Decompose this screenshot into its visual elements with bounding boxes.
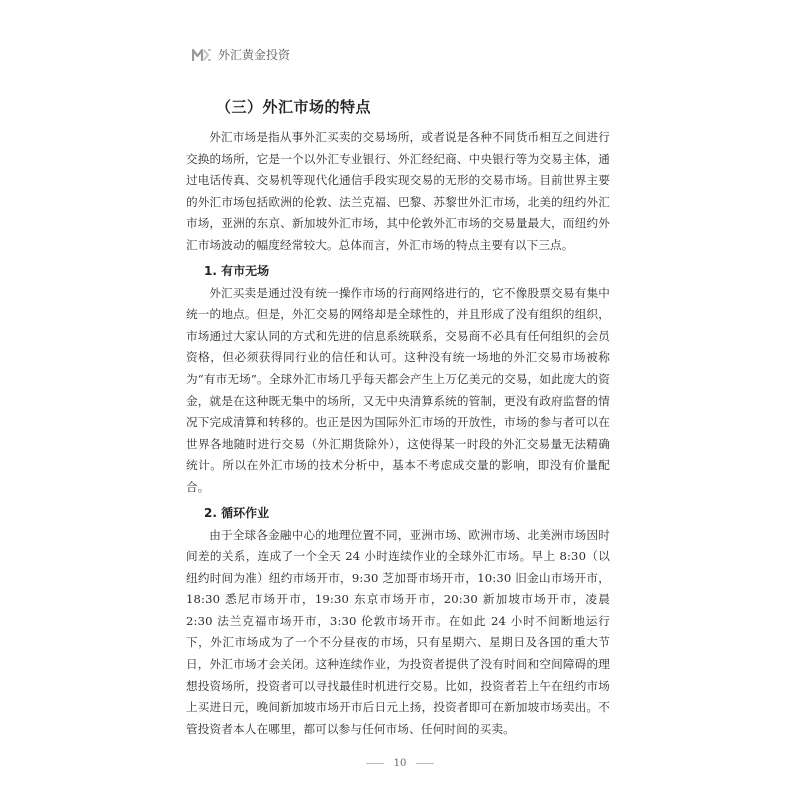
fx-book-logo-icon — [192, 48, 212, 62]
subsection-heading-2: 2. 循环作业 — [204, 505, 270, 520]
subsection-heading-1: 1. 有市无场 — [204, 263, 270, 278]
subsection-paragraph-2: 由于全球各金融中心的地理位置不同，亚洲市场、欧洲市场、北美洲市场因时间差的关系，连成了一个全天 24 小时连续作业的全球外汇市场。早上 8:30（以纽约时间为准）纽约市场开市，9:30 芝加哥市场开市，10:30 旧金山市场开市，18:30 悉尼市场开市，19:30 东京市场开市，20:30 新加坡市场开市，凌晨 2:30 法兰克福市场开市，3:30 伦敦市场开市。在如此 24 小时不间断地运行下，外汇市场成为了一个不分昼夜的市场，只有星期六、星期日及各国的重大节日，外汇市场才会关闭。这种连续作业，为投资者提供了没有时间和空间障碍的理想投资场所，投资者可以寻找最佳时机进行交易。比如，投资者若上午在纽约市场上买进日元，晚间新加坡市场开市后日元上扬，投资者即可在新加坡市场卖出。不管投资者本人在哪里，都可以参与任何市场、任何时间的买卖。 — [186, 527, 610, 736]
subsection-paragraph-1: 外汇买卖是通过没有统一操作市场的行商网络进行的，它不像股票交易有集中统一的地点。但是，外汇交易的网络却是全球性的，并且形成了没有组织的组织，市场通过大家认同的方式和先进的信息系统联系，交易商不必具有任何组织的会员资格，但必须获得同行业的信任和认可。这种没有统一场地的外汇交易市场被称为“有市无场”。全球外汇市场几乎每天都会产生上万亿美元的交易，如此庞大的资金，就是在这种既无集中的场所，又无中央清算系统的管制，更没有政府监督的情况下完成清算和转移的。也正是因为国际外汇市场的开放性，市场的参与者可以在世界各地随时进行交易（外汇期货除外），这使得某一时段的外汇交易量无法精确统计。所以在外汇市场的技术分析中，基本不考虑成交量的影响，即没有价量配合。 — [186, 285, 610, 494]
footer-rule-right — [416, 763, 434, 764]
page-body — [186, 96, 610, 740]
intro-paragraph: 外汇市场是指从事外汇买卖的交易场所，或者说是各种不同货币相互之间进行交换的场所，它是一个以外汇专业银行、外汇经纪商、中央银行等为交易主体，通过电话传真、交易机等现代化通信手段实现交易的无形的交易市场。目前世界主要的外汇市场包括欧洲的伦敦、法兰克福、巴黎、苏黎世外汇市场，北美的纽约外汇市场，亚洲的东京、新加坡外汇市场，其中伦敦外汇市场的交易量最大，而纽约外汇市场波动的幅度经常较大。总体而言，外汇市场的特点主要有以下三点。 — [186, 130, 610, 252]
page-footer — [0, 758, 800, 769]
book-title: 外汇黄金投资 — [218, 48, 291, 62]
section-title: （三）外汇市场的特点 — [216, 98, 372, 116]
footer-rule-left — [366, 763, 384, 764]
running-header — [192, 46, 290, 63]
page-number: 10 — [393, 758, 407, 769]
